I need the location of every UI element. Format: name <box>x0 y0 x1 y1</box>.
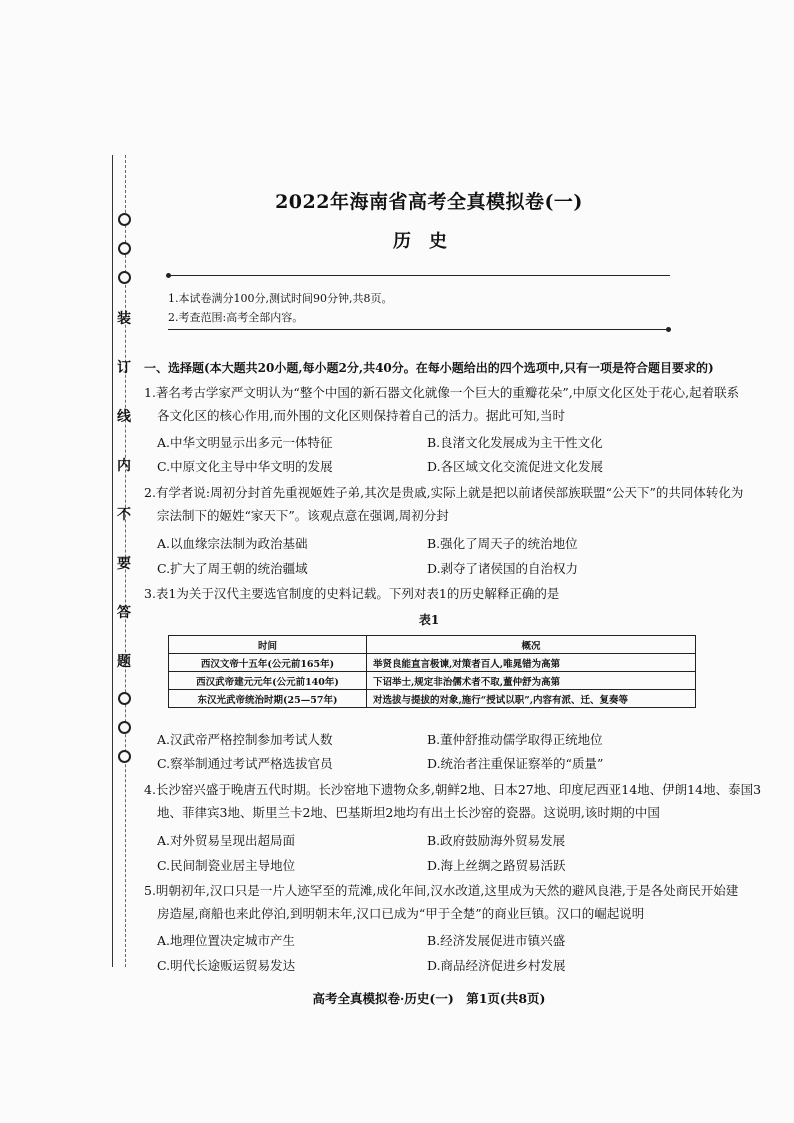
column-header-time: 时间 <box>169 636 367 654</box>
question-1 <box>144 381 740 427</box>
question-4-options <box>157 829 717 877</box>
question-2-options <box>157 532 717 580</box>
question-stem: 3.表1为关于汉代主要选官制度的史料记载。下列对表1的历史解释正确的是 <box>144 586 560 601</box>
rule-dot <box>166 273 171 278</box>
question-4 <box>144 778 762 824</box>
top-rule <box>168 275 670 276</box>
binding-hole <box>118 242 131 255</box>
question-5-options <box>157 929 717 977</box>
binding-hole <box>118 213 131 226</box>
binding-hole <box>118 271 131 284</box>
option-c: C.民间制瓷业居主导地位 <box>157 858 296 873</box>
table-row <box>169 690 696 708</box>
binding-char: 不 <box>117 507 131 523</box>
binding-char: 要 <box>117 556 131 572</box>
question-stem: 1.著名考古学家严文明认为“整个中国的新石器文化就像一个巨大的重瓣花朵”,中原文化区处于花心,起着联系 <box>144 385 740 400</box>
option-d: D.剥夺了诸侯国的自治权力 <box>427 561 579 576</box>
bottom-rule <box>168 329 668 330</box>
binding-char: 线 <box>117 409 131 425</box>
option-b: B.良渚文化发展成为主干性文化 <box>427 435 603 450</box>
option-d: D.统治者注重保证察举的“质量” <box>427 756 604 771</box>
option-b: B.强化了周天子的统治地位 <box>427 536 578 551</box>
question-stem: 地、菲律宾3地、斯里兰卡2地、巴基斯坦2地均有出土长沙窑的瓷器。这说明,该时期的中国 <box>157 805 660 820</box>
column-header-overview: 概况 <box>367 636 696 654</box>
binding-char: 内 <box>117 458 131 474</box>
binding-char: 装 <box>117 311 131 327</box>
history-table <box>168 635 696 708</box>
question-3 <box>144 582 716 605</box>
question-2 <box>144 481 744 527</box>
option-c: C.中原文化主导中华文明的发展 <box>157 459 333 474</box>
option-a: A.地理位置决定城市产生 <box>157 933 296 948</box>
binding-hole <box>118 692 131 705</box>
option-b: B.经济发展促进市镇兴盛 <box>427 933 566 948</box>
page-footer: 高考全真模拟卷·历史(一) 第1页(共8页) <box>312 991 546 1006</box>
binding-hole <box>118 721 131 734</box>
option-a: A.汉武帝严格控制参加考试人数 <box>157 732 333 747</box>
table-cell-overview: 举贤良能直言极谏,对策者百人,唯晁错为高第 <box>367 654 696 672</box>
question-5 <box>144 879 739 925</box>
note-1: 1.本试卷满分100分,测试时间90分钟,共8页。 <box>168 292 393 305</box>
table-cell-overview: 下诏举士,规定非治儒术者不取,董仲舒为高第 <box>367 672 696 690</box>
option-b: B.政府鼓励海外贸易发展 <box>427 833 566 848</box>
question-3-options <box>157 728 717 775</box>
rule-dot <box>666 327 671 332</box>
question-stem: 宗法制下的姬姓“家天下”。该观点意在强调,周初分封 <box>157 508 449 523</box>
table-cell-overview: 对选拔与提拔的对象,施行“授试以职”,内容有派、迁、复奏等 <box>367 690 696 708</box>
option-d: D.各区域文化交流促进文化发展 <box>427 459 604 474</box>
option-a: A.对外贸易呈现出超局面 <box>157 833 296 848</box>
option-a: A.中华文明显示出多元一体特征 <box>157 435 333 450</box>
note-2: 2.考查范围:高考全部内容。 <box>168 311 304 324</box>
binding-hole <box>118 750 131 763</box>
binding-margin <box>114 205 134 771</box>
table-row <box>169 672 696 690</box>
question-stem: 2.有学者说:周初分封首先重视姬姓子弟,其次是贵戚,实际上就是把以前诸侯部族联盟“公天下”的共同体转化为 <box>144 485 744 500</box>
option-d: D.商品经济促进乡村发展 <box>427 958 566 973</box>
exam-title: 2022年海南省高考全真模拟卷(一) <box>275 191 583 213</box>
option-c: C.察举制通过考试严格选拔官员 <box>157 756 333 771</box>
table-row <box>169 654 696 672</box>
question-stem: 4.长沙窑兴盛于晚唐五代时期。长沙窑地下遗物众多,朝鲜2地、日本27地、印度尼西亚14地、伊朗14地、泰国3 <box>144 782 762 797</box>
section-header: 一、选择题(本大题共20小题,每小题2分,共40分。在每小题给出的四个选项中,只有一项是符合题目要求的) <box>144 361 714 375</box>
table-header-row <box>169 636 696 654</box>
question-stem: 房造屋,商船也来此停泊,到明朝末年,汉口已成为“甲于全楚”的商业巨镇。汉口的崛起说明 <box>157 906 645 921</box>
binding-char: 订 <box>117 360 131 376</box>
option-c: C.明代长途贩运贸易发达 <box>157 958 296 973</box>
question-stem: 5.明朝初年,汉口只是一片人迹罕至的荒滩,成化年间,汉水改道,这里成为天然的避风良港,于是各处商民开始建 <box>144 883 739 898</box>
table-cell-time: 西汉文帝十五年(公元前165年) <box>169 654 367 672</box>
table-caption: 表1 <box>418 613 440 627</box>
question-1-options <box>157 431 717 478</box>
table-cell-time: 西汉武帝建元元年(公元前140年) <box>169 672 367 690</box>
option-a: A.以血缘宗法制为政治基础 <box>157 536 308 551</box>
exam-subject: 历史 <box>393 231 465 252</box>
option-c: C.扩大了周王朝的统治疆域 <box>157 561 308 576</box>
question-stem: 各文化区的核心作用,而外围的文化区则保持着自己的活力。据此可知,当时 <box>157 408 565 423</box>
option-d: D.海上丝绸之路贸易活跃 <box>427 858 566 873</box>
option-b: B.董仲舒推动儒学取得正统地位 <box>427 732 603 747</box>
binding-char: 答 <box>117 605 131 621</box>
binding-char: 题 <box>117 654 131 670</box>
table-cell-time: 东汉光武帝统治时期(25—57年) <box>169 690 367 708</box>
